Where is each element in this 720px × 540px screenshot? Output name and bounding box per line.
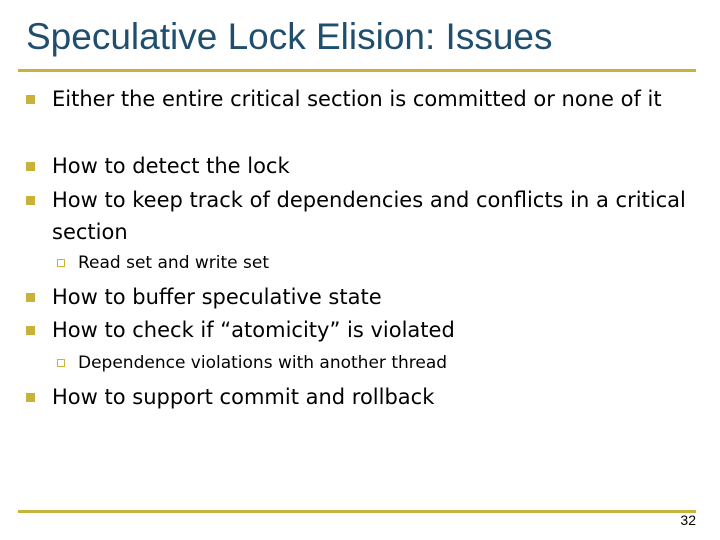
sub-bullet-text: Read set and write set — [78, 253, 270, 273]
page-number: 32 — [680, 512, 696, 528]
bullet-marker — [26, 393, 35, 402]
bullet-text: How to buffer speculative state — [52, 285, 382, 309]
bullet-marker — [26, 95, 35, 104]
bullet-text: How to detect the lock — [52, 154, 290, 178]
slide-title: Speculative Lock Elision: Issues — [26, 16, 553, 57]
bullet-marker — [26, 162, 35, 171]
bullet-marker — [26, 293, 35, 302]
sub-bullet-marker — [57, 259, 65, 267]
sub-bullet-text: Dependence violations with another thread — [78, 353, 448, 373]
footer-divider — [18, 510, 696, 513]
title-divider — [18, 69, 696, 72]
bullet-marker — [26, 326, 35, 335]
bullet-text: How to support commit and rollback — [52, 385, 435, 409]
bullet-text: How to check if “atomicity” is violated — [52, 318, 455, 342]
bullet-text: Either the entire critical section is committed or none of it — [52, 87, 662, 111]
sub-bullet-marker — [57, 359, 65, 367]
bullet-text: How to keep track of dependencies and conflicts in a critical section — [52, 188, 686, 244]
bullet-marker — [26, 196, 35, 205]
